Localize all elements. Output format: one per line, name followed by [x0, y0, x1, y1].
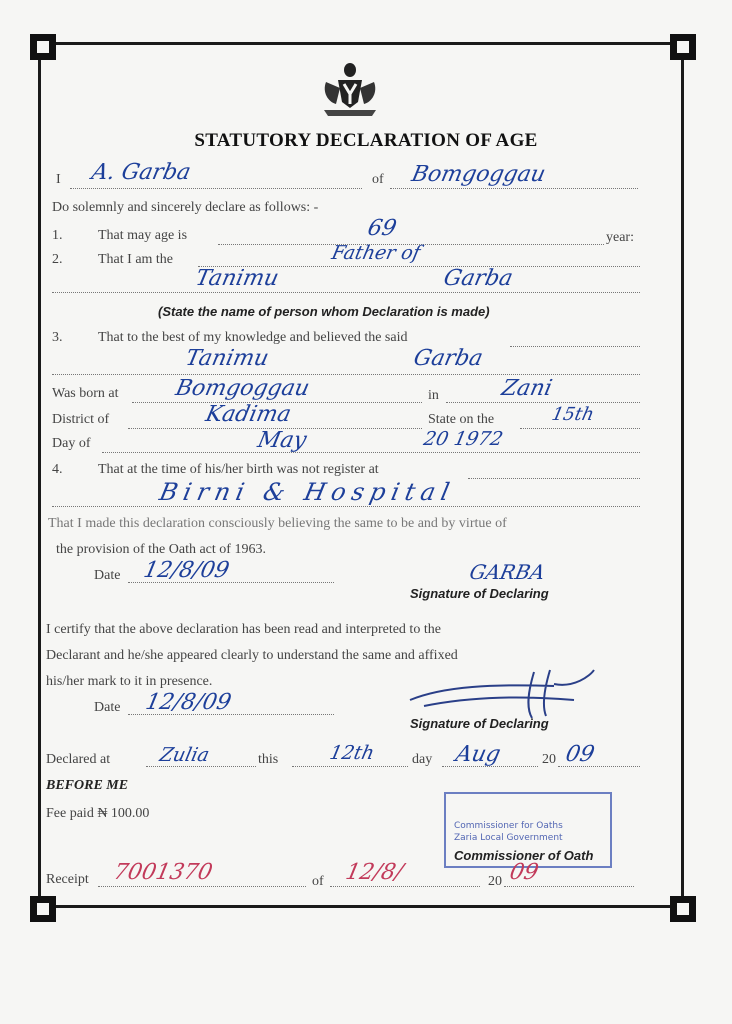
hw-child-first-name: Tanimu [193, 266, 281, 291]
item-number-4: 4. [52, 462, 63, 477]
label-day: day [412, 752, 433, 767]
before-me-label: BEFORE ME [46, 778, 129, 793]
label-year-20: 20 [542, 752, 556, 767]
hw-child-first-name-2: Tanimu [183, 346, 271, 371]
label-year: year: [606, 230, 634, 245]
hw-child-last-name: Garba [441, 266, 516, 291]
hw-birth-place: Bomgoggau [173, 376, 312, 401]
label-age: That may age is [98, 228, 188, 243]
label-receipt: Receipt [46, 872, 89, 887]
label-this: this [258, 752, 279, 767]
item-number-2: 2. [52, 252, 63, 267]
certify-text-line-1: I certify that the above declaration has been read and interpreted to the [46, 622, 441, 637]
solemnly-declare-text: Do solemnly and sincerely declare as follows: - [52, 200, 319, 215]
hw-age: 69 [365, 216, 399, 241]
item-number-1: 1. [52, 228, 63, 243]
label-declared-at: Declared at [46, 752, 111, 767]
stamp-line-1: Commissioner for Oaths [454, 821, 563, 831]
page-title: STATUTORY DECLARATION OF AGE [194, 130, 538, 151]
label-i: I [56, 172, 61, 187]
label-of: of [372, 172, 384, 187]
corner-ornament-bottom-right [670, 896, 696, 922]
hw-declarant-signature: GARBA [467, 560, 548, 584]
label-father: That I am the [98, 252, 174, 267]
hw-birth-month: May [255, 428, 309, 453]
certify-text-line-3: his/her mark to it in presence. [46, 674, 213, 689]
corner-ornament-top-left [30, 34, 56, 60]
signature-of-declaring-label: Signature of Declaring [410, 586, 549, 601]
label-year-20-2: 20 [488, 874, 502, 889]
conscious-text-line-1: That I made this declaration consciously believing the same to be and by virtue of [48, 516, 507, 531]
conscious-text-line-2: the provision of the Oath act of 1963. [56, 542, 266, 557]
label-state-on-the: State on the [428, 412, 495, 427]
hw-district: Kadima [203, 402, 294, 427]
label-not-registered: That at the time of his/her birth was not register at [98, 462, 379, 477]
hw-receipt-date: 12/8/ [343, 860, 406, 885]
hw-declared-month: Aug [453, 742, 503, 767]
label-of-2: of [312, 874, 324, 889]
hw-declared-year: 09 [563, 742, 597, 767]
label-date-1: Date [94, 568, 121, 583]
commissioner-signature [404, 666, 600, 722]
hw-date-2: 12/8/09 [143, 690, 234, 715]
state-name-note: (State the name of person whom Declaration is made) [158, 304, 490, 319]
label-born-at: Was born at [52, 386, 119, 401]
hw-child-last-name-2: Garba [411, 346, 486, 371]
hw-relation: Father of [329, 242, 423, 264]
hw-register-place: Birni & Hospital [157, 478, 458, 506]
label-date-2: Date [94, 700, 121, 715]
hw-date-1: 12/8/09 [141, 558, 232, 583]
label-district: District of [52, 412, 110, 427]
hw-declared-place: Zulia [157, 744, 212, 766]
signature-of-declaring-label-2: Signature of Declaring [410, 716, 549, 731]
item-number-3: 3. [52, 330, 63, 345]
label-knowledge: That to the best of my knowledge and believed the said [98, 330, 408, 345]
corner-ornament-bottom-left [30, 896, 56, 922]
label-day-of: Day of [52, 436, 91, 451]
commissioner-of-oath-label: Commissioner of Oath [454, 848, 594, 863]
label-in: in [428, 388, 439, 403]
hw-declarant-name: A. Garba [89, 160, 193, 185]
fee-paid-label: Fee paid ₦ 100.00 [46, 806, 150, 821]
corner-ornament-top-right [670, 34, 696, 60]
hw-birth-day: 15th [549, 404, 596, 425]
certify-text-line-2: Declarant and he/she appeared clearly to understand the same and affixed [46, 648, 458, 663]
hw-receipt-number: 7001370 [111, 860, 215, 885]
hw-declared-day: 12th [327, 742, 377, 764]
hw-birth-year: 20 1972 [421, 428, 505, 450]
hw-declarant-place: Bomgoggau [409, 162, 548, 187]
hw-birth-in: Zani [499, 376, 555, 401]
coat-of-arms-icon [318, 58, 382, 118]
hw-receipt-year: 09 [507, 860, 541, 885]
stamp-line-2: Zaria Local Government [454, 833, 563, 843]
